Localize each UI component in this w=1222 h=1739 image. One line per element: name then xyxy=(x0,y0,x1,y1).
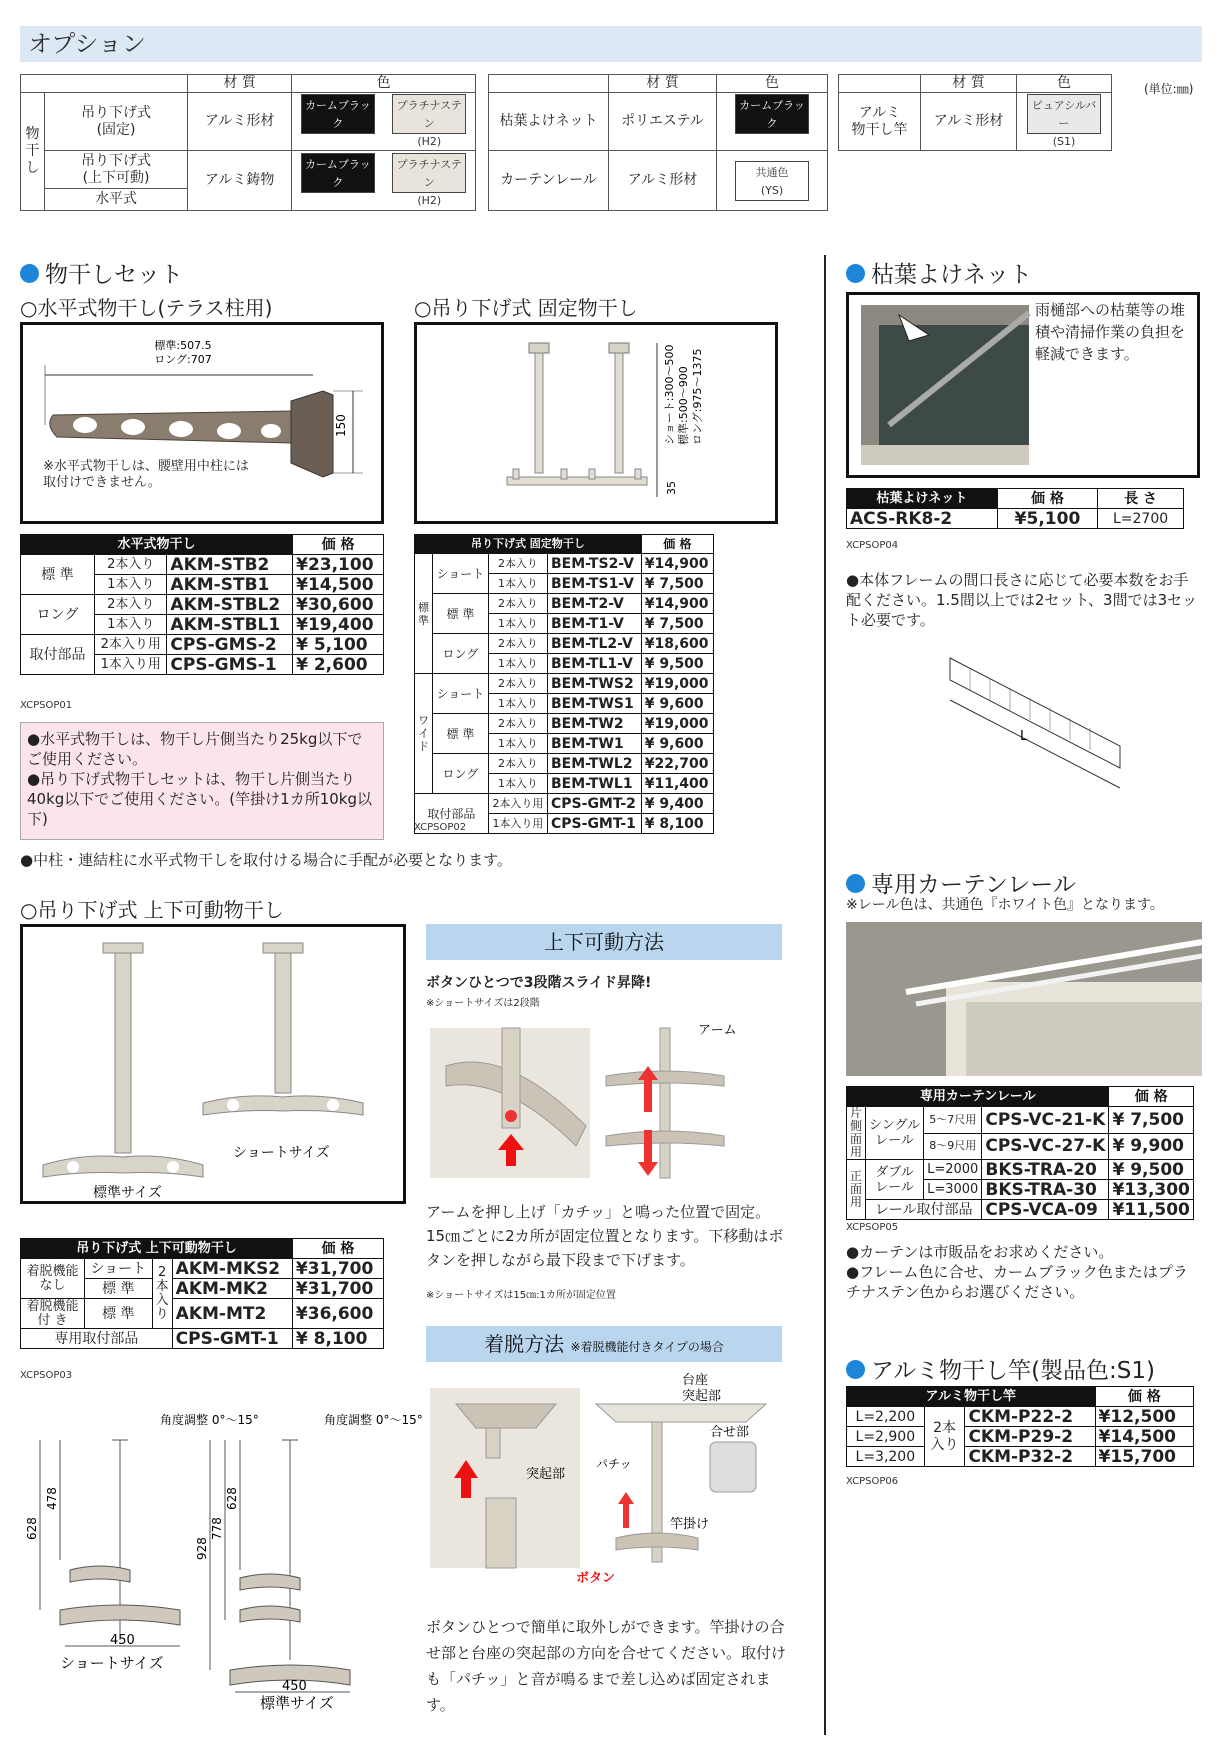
section-title-net: 枯葉よけネット xyxy=(846,256,1032,289)
note-item: ●カーテンは市販品をお求めください。 xyxy=(846,1243,1114,1261)
method2-label: 台座 xyxy=(682,1373,709,1388)
dim-label: 150 xyxy=(334,414,348,437)
color-chip-b7: カームブラック (B7) xyxy=(735,94,809,134)
method2-label: パチッ xyxy=(596,1457,632,1471)
dim-short-label: ショートサイズ xyxy=(60,1654,164,1672)
section-title-curtain: 専用カーテンレール xyxy=(846,866,1076,899)
curtain-notes xyxy=(846,1242,1202,1302)
load-notes xyxy=(20,722,384,840)
kotei-figure xyxy=(414,322,778,524)
method1-lead: ボタンひとつで3段階スライド昇降! xyxy=(426,975,652,991)
arm-label: アーム xyxy=(698,1023,737,1038)
kado-title: ○吊り下げ式 上下可動物干し xyxy=(20,898,284,922)
dim-label: 928 xyxy=(195,1537,209,1560)
sao-price-table: アルミ物干し竿 価 格 L=2,200 2本 入り CKM-P22-2 ¥12,500 L=2,900 CKM-P29-2 ¥14,500 L=3,200 CKM-P32-2 ¥15,700 xyxy=(846,1386,1194,1467)
suihei-title: ○水平式物干し(テラス柱用) xyxy=(20,296,273,320)
suihei-figure xyxy=(20,322,384,524)
net-fig-text: 雨樋部への枯葉等の堆積や清掃作業の負担を軽減できます。 xyxy=(1035,301,1186,363)
curtain-price-table: 専用カーテンレール 価 格 片側面用 シングル レール 5～7尺用 CPS-VC-21-K ¥ 7,500 8～9尺用 CPS-VC-27-K ¥ 9,900 正面用 ダブル レール L=2000 BKS-TRA-20 ¥ 9,500 L=3000 BKS-TRA-30 ¥13,300 レール取付部品 CPS-VCA-09 ¥11,500 xyxy=(846,1086,1194,1220)
method1-figure xyxy=(426,1016,786,1186)
dim-label: ロング:975～1375 xyxy=(691,348,704,445)
color-chip-b7: カームブラック (B7) xyxy=(301,94,375,134)
option-table-hoshi: 材 質 色 物 干 し 吊り下げ式 (固定) アルミ形材 カームブラック (B7) プラチナステン (H2) 吊り下げ式 (上下可動) アルミ鋳物 カームブラック (B7) プラチナステン (H2) 水平式 xyxy=(20,74,476,211)
method2-label: 合せ部 xyxy=(710,1425,750,1440)
catalog-code: XCPSOP05 xyxy=(846,1222,899,1233)
section-title-monohoshi: 物干しセット xyxy=(20,256,183,289)
dim-label: ロング:707 xyxy=(154,353,212,366)
method2-title: 着脱方法 ※着脱機能付きタイプの場合 xyxy=(426,1326,782,1362)
kado-short-label: ショートサイズ xyxy=(233,1145,330,1161)
catalog-code: XCPSOP01 xyxy=(20,700,73,711)
suihei-price-table: 水平式物干し 価 格 標 準 2本入り AKM-STB2 ¥23,100 1本入り AKM-STB1 ¥14,500 ロング 2本入り AKM-STBL2 ¥30,600 1本入り AKM-STBL1 ¥19,400 取付部品 2本入り用 CPS-GMS-2 ¥ 5,100 1本入り用 CPS-GMS-1 ¥ 2,600 xyxy=(20,534,384,675)
kado-dimension-drawing xyxy=(20,1410,423,1712)
net-figure xyxy=(846,292,1200,478)
curtain-photo xyxy=(846,922,1202,1076)
angle-label: 角度調整 0°～15° xyxy=(160,1413,259,1427)
net-note: ●本体フレームの間口長さに応じて必要本数をお手配ください。1.5間以上では2セット、3間では3セット必要です。 xyxy=(846,571,1198,629)
color-chip-h2: プラチナステン (H2) xyxy=(392,153,466,193)
method1-title: 上下可動方法 xyxy=(426,924,782,960)
color-chip-ys: 共通色 (YS) xyxy=(735,161,809,201)
dim-label: 450 xyxy=(282,1679,307,1694)
method1-note: ※ショートサイズは15㎝:1カ所が固定位置 xyxy=(426,1290,616,1301)
dim-label: 628 xyxy=(225,1487,239,1510)
dim-label: 標準:500～900 xyxy=(677,366,690,445)
method2-text: ボタンひとつで簡単に取外しができます。竿掛けの合せ部と台座の突起部の方向を合せてください。取付けも「パチッ」と音が鳴るまで差し込めば固定されます。 xyxy=(426,1618,787,1714)
kado-figure xyxy=(20,924,406,1204)
unit-label: (単位:㎜) xyxy=(1144,82,1194,96)
kado-std-label: 標準サイズ xyxy=(93,1185,162,1201)
dim-label: 標準:507.5 xyxy=(154,339,212,352)
dim-label: 628 xyxy=(25,1517,39,1540)
note-item: ●吊り下げ式物干しセットは、物干し片側当たり40kg以下でご使用ください。(竿掛け1カ所10kg以下) xyxy=(27,770,372,828)
dim-label: 778 xyxy=(210,1517,224,1540)
method2-label: 突起部 xyxy=(682,1389,722,1404)
method1-lead-note: ※ショートサイズは2段階 xyxy=(426,998,540,1009)
color-chip-h2: プラチナステン (H2) xyxy=(392,94,466,134)
note-item: ●フレーム色に合せ、カームブラック色またはプラチナステン色からお選びください。 xyxy=(846,1263,1188,1301)
catalog-code: XCPSOP06 xyxy=(846,1476,899,1487)
kotei-title: ○吊り下げ式 固定物干し xyxy=(414,296,638,320)
dim-std-label: 標準サイズ xyxy=(260,1694,334,1712)
option-table-sao: 材 質 色 アルミ 物干し竿 アルミ形材 ピュアシルバー (S1) xyxy=(838,74,1112,151)
angle-label: 角度調整 0°～15° xyxy=(324,1413,423,1427)
column-divider xyxy=(824,255,826,1735)
catalog-code: XCPSOP04 xyxy=(846,540,899,551)
method2-figure xyxy=(426,1368,786,1588)
dim-label: 478 xyxy=(45,1487,59,1510)
kotei-price-table: 吊り下げ式 固定物干し 価 格 標準 ショート 2本入り BEM-TS2-V ¥14,900 1本入り BEM-TS1-V ¥ 7,500 標 準 2本入り BEM-T2-V ¥14,900 1本入り BEM-T1-V ¥ 7,500 ロング 2本入り BEM-TL2-V ¥18,600 1本入り BEM-TL1-V ¥ 9,500 ワイド ショート 2本入り BEM-TWS2 ¥19,000 1本入り BEM-TWS1 ¥ 9,600 標 準 2本入り BEM-TW2 ¥19,000 1本入り BEM-TW1 ¥ 9,600 ロング 2本入り BEM-TWL2 ¥22,700 1本入り BEM-TWL1 ¥11,400 取付部品 2本入り用 CPS-GMT-2 ¥ 9,400 1本入り用 CPS-GMT-1 ¥ 8,100 xyxy=(414,534,714,834)
net-price-table: 枯葉よけネット 価 格 長 さ ACS-RK8-2 ¥5,100 L=2700 xyxy=(846,488,1184,529)
method2-label: ボタン xyxy=(576,1571,616,1586)
color-chip-s1: ピュアシルバー (S1) xyxy=(1027,94,1101,134)
net-product-drawing xyxy=(940,650,1140,800)
note-chubashira: ●中柱・連結柱に水平式物干しを取付ける場合に手配が必要となります。 xyxy=(20,851,512,869)
page-title: オプション xyxy=(20,26,1202,62)
dim-label: ショート:300～500 xyxy=(663,344,676,445)
note-item: ●水平式物干しは、物干し片側当たり25kg以下でご使用ください。 xyxy=(27,730,363,768)
method2-label: 突起部 xyxy=(526,1467,566,1482)
kado-price-table: 吊り下げ式 上下可動物干し 価 格 着脱機能 なし ショート 2 本 入 り AKM-MKS2 ¥31,700 標 準 AKM-MK2 ¥31,700 着脱機能 付 き 標 準 AKM-MT2 ¥36,600 専用取付部品 CPS-GMT-1 ¥ 8,100 xyxy=(20,1238,384,1349)
catalog-code: XCPSOP02 xyxy=(414,822,467,833)
dim-label: 450 xyxy=(110,1633,135,1648)
color-chip-b7: カームブラック (B7) xyxy=(301,153,375,193)
suihei-note: ※水平式物干しは、腰壁用中柱には 取付けできません。 xyxy=(43,459,249,490)
dim-label: 35 xyxy=(665,481,678,495)
method1-text: アームを押し上げ「カチッ」と鳴った位置で固定。15㎝ごとに2カ所が固定位置となります。下移動はボタンを押しながら最下段まで下げます。 xyxy=(426,1203,784,1269)
curtain-sub: ※レール色は、共通色『ホワイト色』となります。 xyxy=(846,897,1164,913)
section-title-sao: アルミ物干し竿(製品色:S1) xyxy=(846,1352,1155,1385)
option-table-net-rail: 材 質 色 枯葉よけネット ポリエステル カームブラック (B7) カーテンレール アルミ形材 共通色 (YS) xyxy=(488,74,828,211)
method2-label: 竿掛け xyxy=(670,1517,710,1532)
catalog-code: XCPSOP03 xyxy=(20,1370,73,1381)
net-length-label: L xyxy=(1020,729,1028,744)
